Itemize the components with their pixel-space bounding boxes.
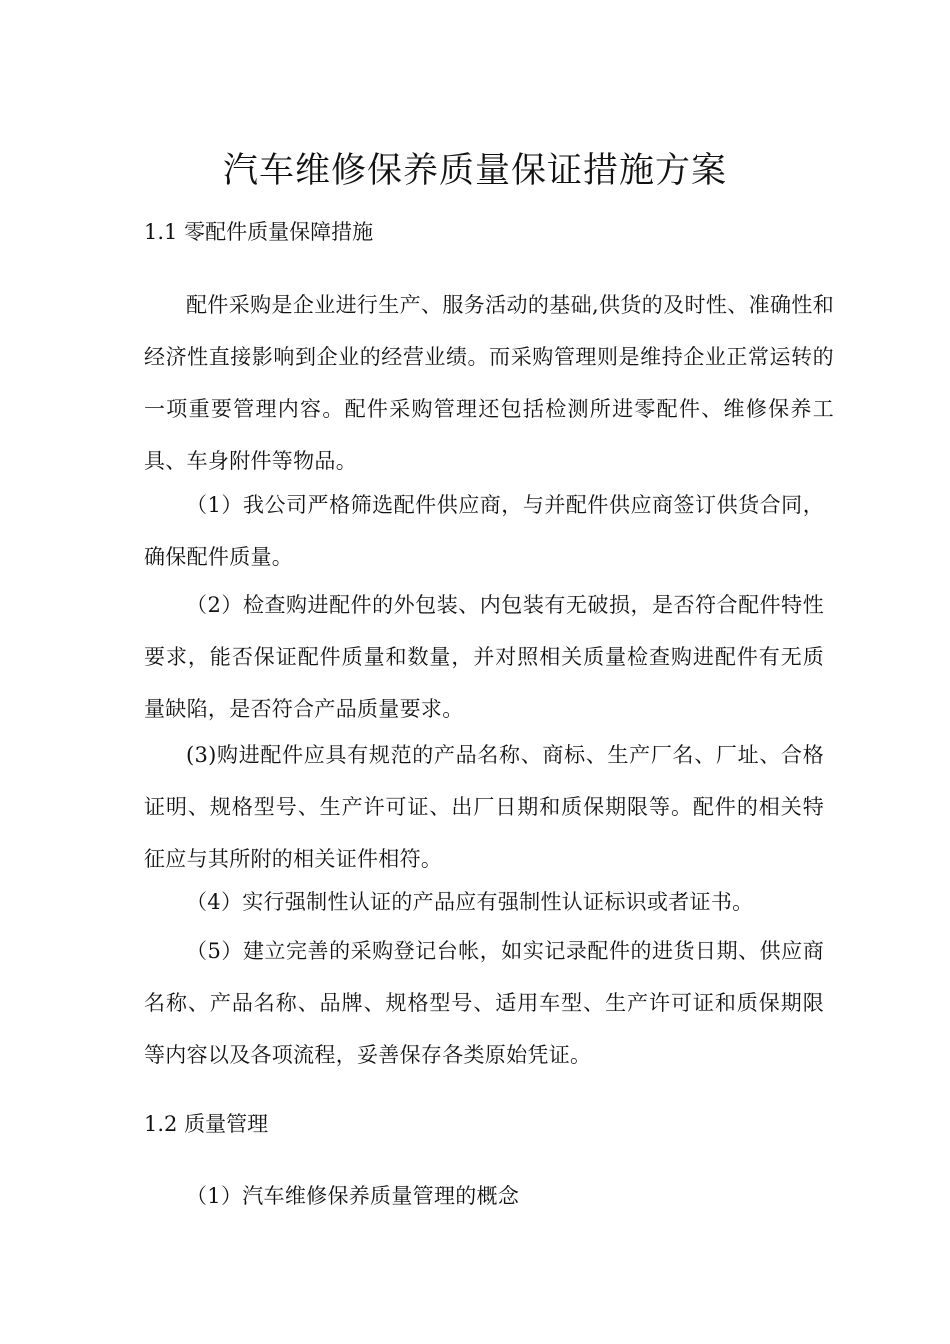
section-heading-1-2: 1.2 质量管理 [144, 1112, 269, 1136]
list-item-1-2-1: （1）汽车维修保养质量管理的概念 [186, 1184, 520, 1208]
list-item-5: （5）建立完善的采购登记台帐，如实记录配件的进货日期、供应商名称、产品名称、品牌、规格型号、适用车型、生产许可证和质保期限等内容以及各项流程，妥善保存各类原始凭证。 [144, 939, 824, 1067]
document-title: 汽车维修保养质量保证措施方案 [222, 151, 727, 192]
list-item-1: （1）我公司严格筛选配件供应商，与并配件供应商签订供货合同，确保配件质量。 [144, 493, 824, 569]
section-heading-1-1: 1.1 零配件质量保障措施 [144, 220, 374, 244]
list-item-4: （4）实行强制性认证的产品应有强制性认证标识或者证书。 [186, 890, 754, 914]
list-item-2: （2）检查购进配件的外包装、内包装有无破损，是否符合配件特性要求，能否保证配件质量和数量，并对照相关质量检查购进配件有无质量缺陷，是否符合产品质量要求。 [144, 593, 824, 721]
paragraph-intro: 配件采购是企业进行生产、服务活动的基础,供货的及时性、准确性和经济性直接影响到企业的经营业绩。而采购管理则是维持企业正常运转的一项重要管理内容。配件采购管理还包括检测所进零配件、维修保养工具、车身附件等物品。 [144, 293, 834, 473]
list-item-3: (3)购进配件应具有规范的产品名称、商标、生产厂名、厂址、合格证明、规格型号、生产许可证、出厂日期和质保期限等。配件的相关特征应与其所附的相关证件相符。 [144, 743, 824, 871]
